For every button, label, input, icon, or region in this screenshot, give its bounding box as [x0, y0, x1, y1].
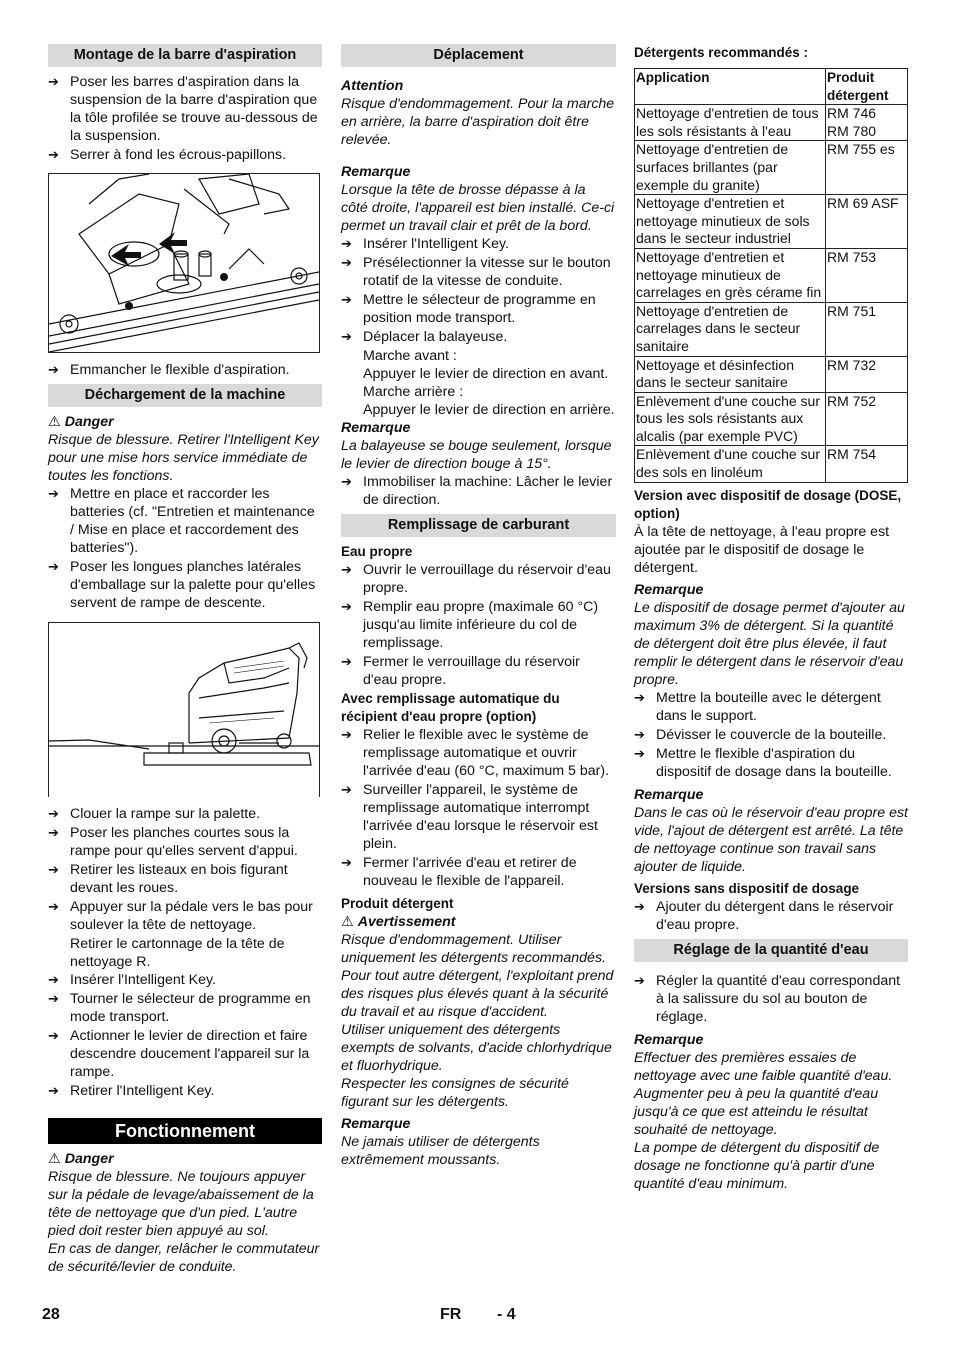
arrow-right-icon: ➔	[48, 362, 59, 377]
arrow-right-icon: ➔	[341, 782, 352, 797]
auto-steps	[341, 726, 616, 890]
subheading-dose: Version avec dispositif de dosage (DOSE, option)	[634, 487, 902, 521]
arrow-right-icon: ➔	[48, 1028, 59, 1043]
arrow-right-icon: ➔	[48, 806, 59, 821]
arrow-right-icon: ➔	[634, 745, 645, 761]
arrow-right-icon: ➔	[634, 898, 645, 914]
list-item: ➔ Mettre en place et raccorder les batteries (cf. "Entretien et maintenance / Mise en place et raccordement des batteries").	[48, 486, 315, 556]
danger-text: Risque de blessure. Ne toujours appuyer sur la pédale de levage/abaissement de la tête de nettoyage que d'un pied. L'autre pied doit rester bien appuyé au sol.	[48, 1169, 314, 1239]
table-row: Nettoyage d'entretien de tous les sols résistants à l'eau RM 746 RM 780	[635, 105, 908, 141]
arrow-right-icon: ➔	[341, 236, 352, 251]
arrow-right-icon: ➔	[48, 1083, 59, 1098]
table-row: Nettoyage d'entretien de carrelages dans le secteur sanitaire RM 751	[635, 302, 908, 356]
arrow-right-icon: ➔	[341, 727, 352, 742]
list-item: ➔ Serrer à fond les écrous-papillons.	[48, 147, 287, 163]
list-item: ➔ Poser les barres d'aspiration dans la suspension de la barre d'aspiration que la tôle profilée se trouve au-dessous de la suspension.	[48, 74, 318, 144]
list-item: ➔ Déplacer la balayeuse.	[341, 329, 508, 345]
heading-dechargement: Déchargement de la machine	[48, 384, 322, 407]
arrow-right-icon: ➔	[341, 654, 352, 669]
remarque-text: Le dispositif de dosage permet d'ajouter au maximum 3% de détergent. Si la quantité de détergent doit être plus élevée, il faut remplir le détergent dans le réservoir d'eau propre.	[634, 599, 905, 688]
table-row: Nettoyage d'entretien de surfaces brillantes (par exemple du granite) RM 755 es	[635, 141, 908, 195]
subheading-eau-propre: Eau propre	[341, 544, 413, 559]
list-item: ➔ Dévisser le couvercle de la bouteille.	[634, 726, 887, 743]
remarque-label: Remarque	[341, 420, 411, 436]
page-number: 28	[42, 1306, 60, 1323]
table-row: Nettoyage et désinfection dans le secteur sanitaire RM 732	[635, 356, 908, 392]
dose-text: À la tête de nettoyage, à l'eau propre est ajoutée par le dispositif de dosage le détergent.	[634, 523, 890, 576]
dechargement-steps	[48, 485, 322, 612]
illustration-suction-bar	[48, 173, 320, 353]
remarque-label: Remarque	[341, 164, 411, 180]
remarque-label: Remarque	[634, 1031, 704, 1048]
column-left	[48, 44, 322, 1276]
avertissement-text: Utiliser uniquement des détergents exempts de solvants, d'acide chlorhydrique et fluorhydrique.	[341, 1022, 612, 1074]
list-item: ➔ Fermer le verrouillage du réservoir d'eau propre.	[341, 654, 580, 688]
arrow-right-icon: ➔	[341, 329, 352, 344]
remarque-label: Remarque	[634, 581, 704, 598]
arrow-right-icon: ➔	[341, 562, 352, 577]
table-header-produit: Produit détergent	[826, 69, 908, 105]
table-row: Nettoyage d'entretien et nettoyage minutieux de sols dans le secteur industriel RM 69 ASF	[635, 195, 908, 249]
suction-bar-drawing	[49, 174, 319, 352]
danger-text: Risque de blessure. Retirer l'Intelligent Key pour une mise hors service immédiate de toutes les fonctions.	[48, 432, 319, 484]
table-header-application: Application	[635, 69, 826, 105]
list-item: ➔ Poser les planches courtes sous la rampe pour qu'elles servent d'appui.	[48, 825, 298, 859]
reglage-steps	[634, 972, 908, 1026]
list-item: ➔ Insérer l'Intelligent Key.	[341, 236, 509, 252]
arrow-right-icon: ➔	[48, 147, 59, 162]
subheading-produit: Produit détergent	[341, 896, 454, 911]
avertissement-text: Respecter les consignes de sécurité figurant sur les détergents.	[341, 1076, 569, 1110]
avertissement-text: Risque d'endommagement. Utiliser uniquement les détergents recommandés. Pour tout autre détergent, l'exploitant prend des risques plus élevés quant à la sécurité du travail et au risque d'accident.	[341, 932, 614, 1020]
arrow-right-icon: ➔	[48, 899, 59, 914]
table-row: Enlèvement d'une couche sur des sols en linoléum RM 754	[635, 446, 908, 482]
list-item: ➔ Mettre le flexible d'aspiration du dispositif de dosage dans la bouteille.	[634, 745, 892, 780]
list-item: ➔ Remplir eau propre (maximale 60 °C) jusqu'au limite inférieure du col de remplissage.	[341, 599, 599, 651]
heading-montage: Montage de la barre d'aspiration	[48, 44, 322, 67]
list-item: ➔ Poser les longues planches latérales d'emballage sur la palette pour qu'elles servent de rampe de descente.	[48, 559, 316, 611]
list-item: ➔ Surveiller l'appareil, le système de remplissage automatique interrompt l'arrivée d'eau lorsque le réservoir est plein.	[341, 782, 598, 852]
step-continuation: Retirer le cartonnage de la tête de nettoyage R.	[70, 936, 285, 970]
montage-steps	[48, 73, 322, 164]
arrow-right-icon: ➔	[48, 972, 59, 987]
arrow-right-icon: ➔	[341, 292, 352, 307]
montage-step-after	[48, 361, 322, 379]
remarque-text: La balayeuse se bouge seulement, lorsque le levier de direction bouge à 15°.	[341, 438, 612, 472]
list-item: ➔ Retirer les listeaux en bois figurant devant les roues.	[48, 862, 288, 896]
subheading-auto: Avec remplissage automatique du récipient d'eau propre (option)	[341, 691, 560, 724]
list-item: ➔ Mettre le sélecteur de programme en position mode transport.	[341, 292, 596, 326]
heading-reglage: Réglage de la quantité d'eau	[634, 939, 908, 962]
eau-steps	[341, 561, 616, 689]
dose-steps	[634, 689, 908, 781]
arrow-right-icon: ➔	[634, 726, 645, 742]
arrow-right-icon: ➔	[48, 825, 59, 840]
list-item: ➔ Présélectionner la vitesse sur le bouton rotatif de la vitesse de conduite.	[341, 255, 611, 289]
danger-label: ⚠ Danger	[48, 1151, 114, 1167]
marche-avant-text: Appuyer le levier de direction en avant.	[363, 366, 609, 382]
illustration-machine-ramp	[48, 622, 320, 797]
arrow-right-icon: ➔	[48, 486, 59, 501]
language-code: FR	[440, 1306, 462, 1323]
list-item: ➔ Ajouter du détergent dans le réservoir d'eau propre.	[634, 898, 894, 933]
attention-text: Risque d'endommagement. Pour la marche en arrière, la barre d'aspiration doit être relevée.	[341, 96, 615, 148]
detergent-table	[634, 68, 908, 483]
list-item: ➔ Relier le flexible avec le système de remplissage automatique et ouvrir l'arrivée d'eau (60 °C, maximum 5 bar).	[341, 727, 610, 779]
deplacement-steps	[341, 235, 616, 346]
immobiliser-step	[341, 473, 616, 509]
remarque-text: Dans le cas où le réservoir d'eau propre est vide, l'ajout de détergent est arrêté. La tête de nettoyage continue son travail sans ajouter de liquide.	[634, 804, 908, 875]
heading-deplacement: Déplacement	[341, 44, 616, 67]
steps-after-figure	[48, 805, 322, 934]
list-item: ➔ Régler la quantité d'eau correspondant à la salissure du sol au bouton de réglage.	[634, 972, 901, 1025]
list-item: ➔ Fermer l'arrivée d'eau et retirer de nouveau le flexible de l'appareil.	[341, 855, 577, 889]
list-item: ➔ Tourner le sélecteur de programme en mode transport.	[48, 991, 311, 1025]
remarque-text: Lorsque la tête de brosse dépasse à la côté droite, l'appareil est bien installé. Ce-ci permet un travail clair et prêt de la bord.	[341, 182, 615, 234]
list-item: ➔ Insérer l'Intelligent Key.	[48, 972, 216, 988]
danger-text: En cas de danger, relâcher le commutateur de sécurité/levier de conduite.	[48, 1241, 320, 1275]
list-item: ➔ Emmancher le flexible d'aspiration.	[48, 362, 290, 378]
arrow-right-icon: ➔	[341, 474, 352, 489]
arrow-right-icon: ➔	[341, 599, 352, 614]
heading-fonctionnement: Fonctionnement	[48, 1118, 322, 1144]
warning-triangle-icon: ⚠	[48, 414, 61, 430]
column-middle	[341, 44, 616, 1169]
danger-label: ⚠ Danger	[48, 414, 114, 430]
attention-label: Attention	[341, 78, 404, 94]
steps-final	[48, 971, 322, 1100]
remarque-text: Ne jamais utiliser de détergents extrêmement moussants.	[341, 1134, 540, 1168]
subheading-detergents: Détergents recommandés :	[634, 45, 809, 60]
list-item: ➔ Clouer la rampe sur la palette.	[48, 806, 261, 822]
arrow-right-icon: ➔	[48, 862, 59, 877]
heading-remplissage: Remplissage de carburant	[341, 514, 616, 537]
arrow-right-icon: ➔	[48, 991, 59, 1006]
table-row: Nettoyage d'entretien et nettoyage minutieux de carrelages en grès cérame fin RM 753	[635, 248, 908, 302]
arrow-right-icon: ➔	[48, 559, 59, 574]
warning-triangle-icon: ⚠	[48, 1151, 61, 1167]
arrow-right-icon: ➔	[634, 689, 645, 705]
arrow-right-icon: ➔	[48, 74, 59, 89]
marche-arriere-text: Appuyer le levier de direction en arrière.	[363, 402, 615, 418]
marche-avant-label: Marche avant :	[363, 348, 457, 364]
list-item: ➔ Appuyer sur la pédale vers le bas pour soulever la tête de nettoyage.	[48, 899, 313, 933]
list-item: ➔ Mettre la bouteille avec le détergent dans le support.	[634, 689, 881, 724]
list-item: ➔ Retirer l'Intelligent Key.	[48, 1083, 215, 1099]
machine-on-pallet-drawing	[49, 623, 319, 797]
list-item: ➔ Actionner le levier de direction et faire descendre doucement l'appareil sur la rampe.	[48, 1028, 310, 1080]
subheading-sans-dosage: Versions sans dispositif de dosage	[634, 880, 860, 896]
remarque-text: La pompe de détergent du dispositif de dosage ne fonctionne qu'à partir d'une quantité d'eau minimum.	[634, 1139, 880, 1192]
column-right	[634, 44, 908, 1193]
sans-steps	[634, 898, 908, 934]
remarque-text: Effectuer des premières essaies de nettoyage avec une faible quantité d'eau. Augmenter peu à peu la quantité d'eau jusqu'à ce que est atteindu le résultat souhaité de nettoyage.	[634, 1049, 893, 1138]
table-row: Enlèvement d'une couche sur tous les sols résistants aux alcalis (par exemple PVC) RM 752	[635, 392, 908, 446]
arrow-right-icon: ➔	[341, 855, 352, 870]
arrow-right-icon: ➔	[634, 972, 645, 988]
list-item: ➔ Immobiliser la machine: Lâcher le levier de direction.	[341, 474, 613, 508]
list-item: ➔ Ouvrir le verrouillage du réservoir d'eau propre.	[341, 562, 611, 596]
warning-triangle-icon: ⚠	[341, 914, 354, 930]
remarque-label: Remarque	[634, 786, 704, 803]
marche-arriere-label: Marche arrière :	[363, 384, 464, 400]
section-number: - 4	[497, 1306, 516, 1323]
avertissement-label: ⚠ Avertissement	[341, 914, 456, 930]
table-header-row	[635, 69, 908, 105]
arrow-right-icon: ➔	[341, 255, 352, 270]
remarque-label: Remarque	[341, 1116, 411, 1132]
